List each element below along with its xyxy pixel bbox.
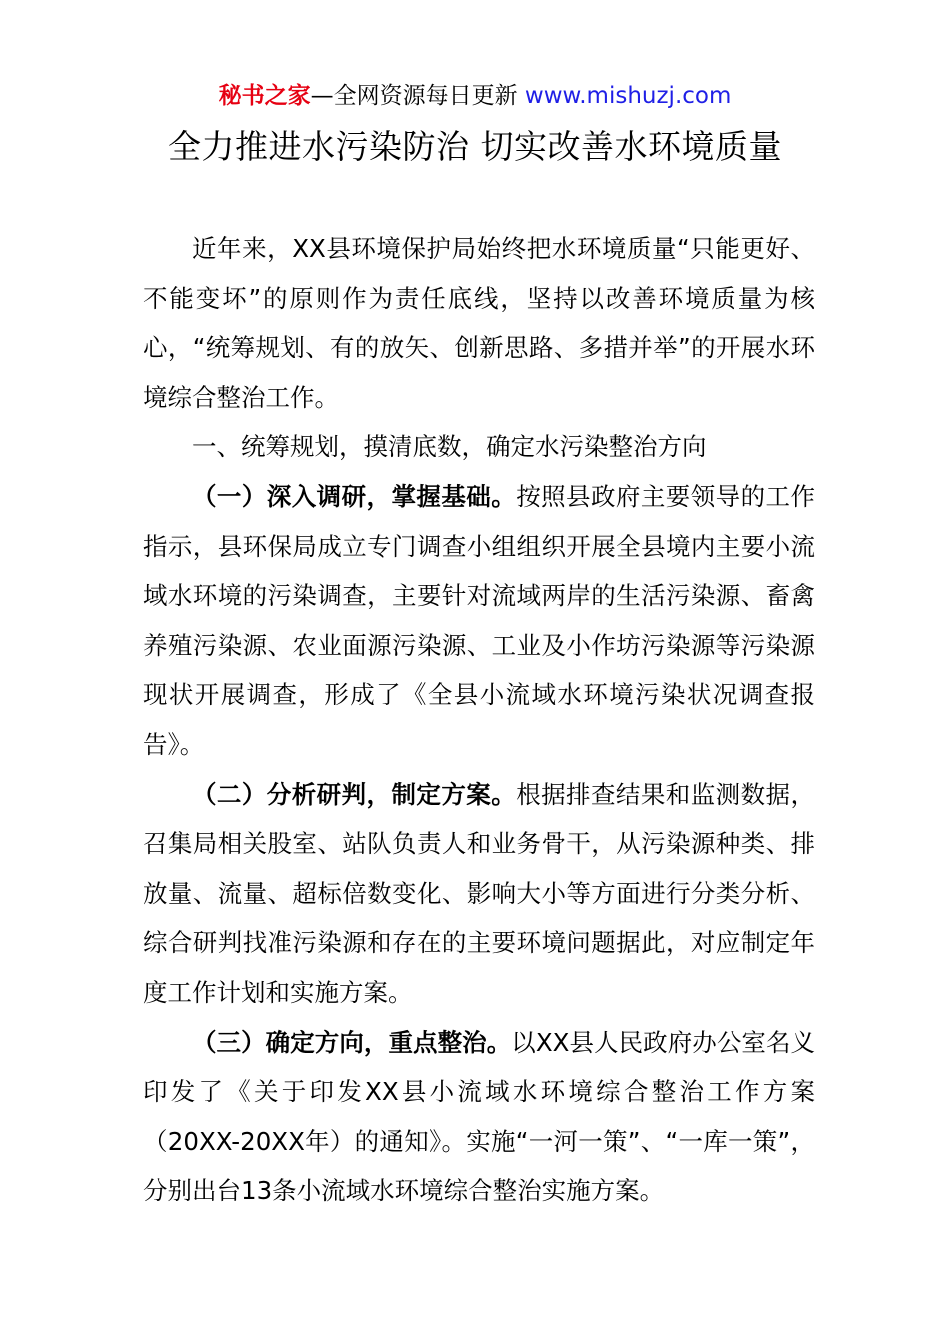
subsection-paragraph-1 [143, 472, 815, 770]
subsection-heading: （二）分析研判，制定方案。 [192, 779, 517, 809]
document-body [143, 224, 815, 1216]
subsection-paragraph-3 [143, 1018, 815, 1216]
subsection-heading: （三）确定方向，重点整治。 [192, 1027, 512, 1057]
paragraph-text: 以XX县人民政府办公室名义印发了《关于印发XX县小流域水环境综合整治工作方案（20XX-20XX年）的通知》。实施“一河一策”、“一库一策”，分别出台13条小流域水环境综合整治实施方案。 [143, 1027, 815, 1206]
subsection-heading: （一）深入调研，掌握基础。 [192, 481, 517, 511]
subsection-paragraph-2 [143, 770, 815, 1018]
paragraph-text: 按照县政府主要领导的工作指示，县环保局成立专门调查小组组织开展全县境内主要小流域水环境的污染调查，主要针对流域两岸的生活污染源、畜禽养殖污染源、农业面源污染源、工业及小作坊污染源等污染源现状开展调查，形成了《全县小流域水环境污染状况调查报告》。 [143, 481, 815, 759]
header-tagline: —全网资源每日更新 [310, 83, 518, 109]
paragraph-text: 近年来，XX县环境保护局始终把水环境质量“只能更好、不能变坏”的原则作为责任底线，坚持以改善环境质量为核心，“统筹规划、有的放矢、创新思路、多措并举”的开展水环境综合整治工作。 [143, 234, 815, 412]
site-header [0, 80, 950, 112]
intro-paragraph [143, 224, 815, 422]
brand-name: 秘书之家 [218, 83, 311, 109]
section-heading-1 [143, 422, 815, 472]
site-url[interactable]: www.mishuzj.com [524, 83, 732, 109]
paragraph-text: 根据排查结果和监测数据，召集局相关股室、站队负责人和业务骨干，从污染源种类、排放量、流量、超标倍数变化、影响大小等方面进行分类分析、综合研判找准污染源和存在的主要环境问题据此，对应制定年度工作计划和实施方案。 [143, 779, 815, 1007]
document-title: 全力推进水污染防治 切实改善水环境质量 [168, 127, 782, 166]
paragraph-text: 一、统筹规划，摸清底数，确定水污染整治方向 [192, 432, 707, 462]
